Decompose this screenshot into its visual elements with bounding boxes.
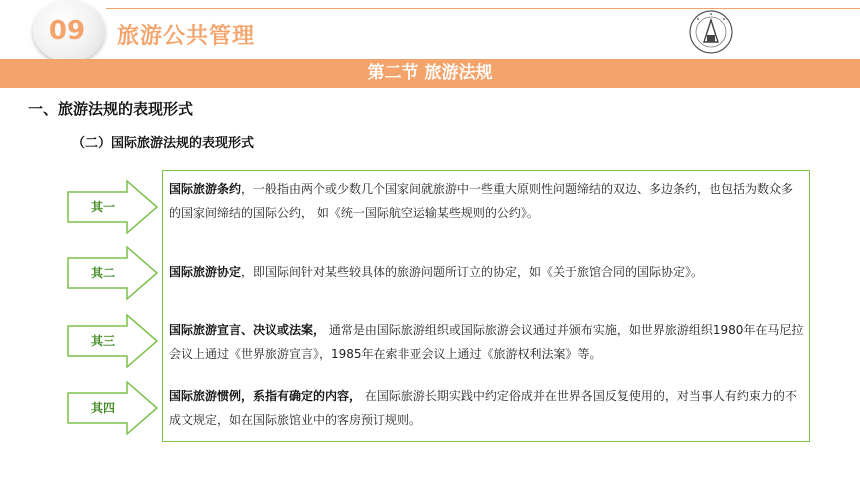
- item-label: 其四: [90, 401, 115, 415]
- item-body: 在国际旅游长期实践中约定俗成并在世界各国反复使用的，对当事人有约束力的不成文规定，如在国际旅馆业中的客房预订规则。: [169, 389, 797, 427]
- chapter-badge: [33, 0, 105, 62]
- item-label: 其二: [90, 266, 115, 280]
- header-rule: [106, 8, 860, 9]
- item-term: 国际旅游协定: [169, 265, 242, 279]
- university-emblem-icon: [688, 9, 734, 55]
- item-text-2: [169, 260, 805, 284]
- section-title: 第二节 旅游法规: [367, 63, 493, 83]
- item-term: 国际旅游惯例，系指有确定的内容，: [169, 389, 362, 403]
- item-text-3: [169, 318, 805, 366]
- item-text-1: [169, 177, 805, 225]
- item-body: ，一般指由两个或少数几个国家间就旅游中一些重大原则性问题缔结的双边、多边条约，也包括为数众多的国家间缔结的国际公约， 如《统一国际航空运输某些规则的公约》。: [169, 182, 794, 220]
- heading-level-2: （二）国际旅游法规的表现形式: [72, 136, 255, 151]
- heading-level-1: 一、旅游法规的表现形式: [28, 100, 194, 118]
- chapter-number: 09: [48, 16, 86, 46]
- item-term: 国际旅游条约: [169, 182, 242, 196]
- arrow-label-3: [67, 314, 159, 368]
- arrow-label-2: [67, 246, 159, 300]
- item-label: 其一: [90, 200, 115, 214]
- item-label: 其三: [90, 334, 115, 348]
- course-title: 旅游公共管理: [117, 24, 256, 49]
- item-body: ，即国际间针对某些较具体的旅游问题所订立的协定，如《关于旅馆合同的国际协定》。: [241, 265, 704, 279]
- item-text-4: [169, 384, 805, 432]
- arrow-label-1: [67, 180, 159, 234]
- item-body: 通常是由国际旅游组织或国际旅游会议通过并颁布实施，如世界旅游组织1980年在马尼拉会议上通过《世界旅游宣言》，1985年在索非亚会议上通过《旅游权利法案》等。: [169, 323, 804, 361]
- item-term: 国际旅游宣言、决议或法案，: [169, 323, 326, 337]
- arrow-label-4: [67, 381, 159, 435]
